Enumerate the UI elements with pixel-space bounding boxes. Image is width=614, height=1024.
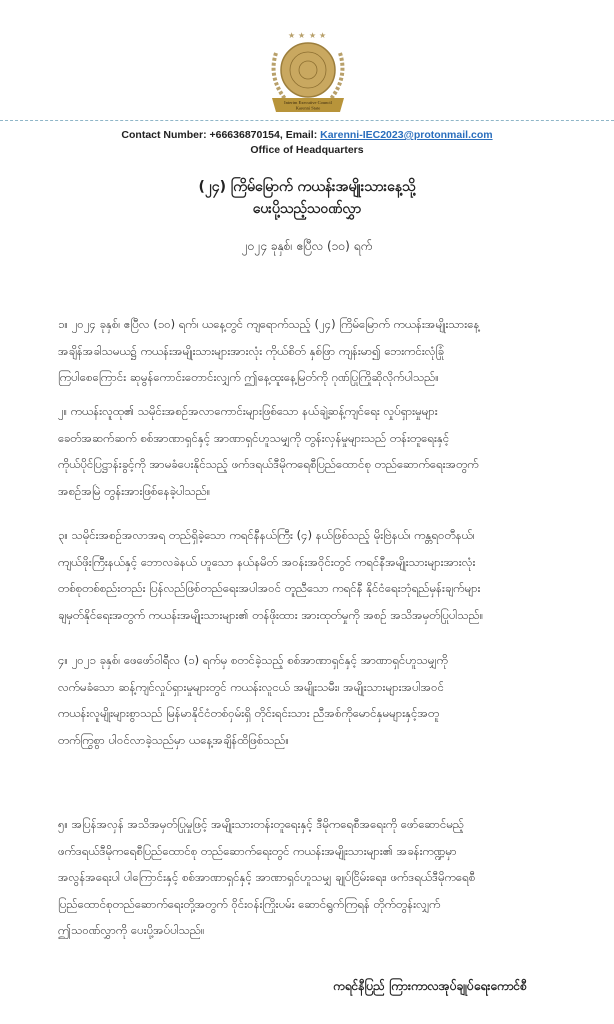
title-line-1: (၂၄) ကြိမ်မြောက် ကယန်းအမျိုးသားနေ့သို့ bbox=[198, 179, 416, 195]
text-line: ကိုယ်ပိုင်ပြဋ္ဌာန်းခွင့်ကို အာမခံပေးနိုင်သည့် ဖက်ဒရယ်ဒီမိုကရေစီပြည်ထောင်စု တည်ဆောက်ရေးအတွက် bbox=[58, 457, 479, 471]
council-logo bbox=[262, 28, 354, 118]
paragraph-4 bbox=[58, 647, 614, 753]
office-label: Office of Headquarters bbox=[250, 144, 364, 156]
text-line: တစ်စုတစ်စည်းတည်း ပြန်လည်ဖြစ်တည်ရေးအပါအဝင် တူညီသော ကရင်နီ နိုင်ငံရေးဘုံရည်မှန်းချက်များ bbox=[58, 581, 481, 595]
title-line-2: ပေးပို့သည့်သဝဏ်လွှာ bbox=[252, 201, 362, 217]
text-line: ကြပါစေကြောင်း ဆုမွန်ကောင်းတောင်းလျှက် ဤနေ့ထူးနေ့မြတ်ကို ဂုဏ်ပြုကြိုဆိုလိုက်ပါသည်။ bbox=[58, 370, 439, 384]
document-date: ၂၀၂၄ ခုနှစ်၊ ဧပြီလ (၁၀) ရက် bbox=[241, 239, 373, 253]
text-line: ချမှတ်နိုင်ရေးအတွက် ကယန်းအမျိုးသားများ၏ တန်ဖိုးထား အားထုတ်မှုကို အစဉ် အသိအမှတ်ပြုပါသည်။ bbox=[58, 607, 484, 622]
text-line: အလွန်အရေးပါ ပါကြောင်းနှင့် စစ်အာဏာရှင်နှင့် အာဏာရှင်ဟူသမျှ ချုပ်ငြိမ်းရေး၊ ဖက်ဒရယ်ဒီမိုကရေစီ bbox=[58, 870, 476, 884]
svg-text:★: ★ bbox=[319, 31, 327, 40]
text-line: ကျယ်ဖိုးကြီးနယ်နှင့် ဘောလခဲနယ် ဟူသော နယ်နမိတ် အဝန်းအဝိုင်းတွင် ကရင်နီအမျိုးသားများအားလုံး bbox=[58, 554, 476, 569]
paragraph-2 bbox=[58, 398, 614, 504]
svg-text:★: ★ bbox=[288, 31, 296, 40]
svg-text:★: ★ bbox=[298, 31, 306, 40]
text-line: ၁။ ၂၀၂၄ ခုနှစ်၊ ဧပြီလ (၁၀) ရက်၊ ယနေ့တွင် ကျရောက်သည့် (၂၄) ကြိမ်မြောက် ကယန်းအမျိုးသားနေ့ bbox=[58, 317, 480, 331]
email-link[interactable]: Karenni-IEC2023@protonmail.com bbox=[320, 129, 493, 141]
text-line: ဖက်ဒရယ်ဒီမိုကရေစီပြည်ထောင်စု တည်ဆောက်ရေးတွင် ကယန်းအမျိုးသားများ၏ အခန်းကဏ္ဍမှာ bbox=[58, 843, 457, 858]
text-line: အချိန်အခါသမယ၌ ကယန်းအမျိုးသားများအားလုံး ကိုယ်စိတ် နှစ်ဖြာ ကျန်းမာ၍ ဘေးကင်းလုံခြုံ bbox=[58, 343, 444, 358]
text-line: ၅။ အပြန်အလှန် အသိအမှတ်ပြုမှုဖြင့် အမျိုးသားတန်းတူရေးနှင့် ဒီမိုကရေစီအရေးကို ဖော်ဆောင်မည့် bbox=[58, 817, 465, 831]
text-line: တက်ကြွစွာ ပါဝင်လာခဲ့သည်မှာ ယနေ့အချိန်ထိဖြစ်သည်။ bbox=[58, 732, 289, 747]
text-line: ၃။ သမိုင်းအစဉ်အလာအရ တည်ရှိခဲ့သော ကရင်နီနယ်ကြီး (၄) နယ်ဖြစ်သည့် မိုးဗြဲနယ်၊ ကန္တရဝတီနယ်၊ bbox=[58, 528, 475, 542]
contact-line bbox=[0, 129, 614, 141]
svg-text:Interim Executive Council: Interim Executive Council bbox=[284, 100, 332, 105]
text-line: ၂။ ကယန်းလူထု၏ သမိုင်းအစဉ်အလာကောင်းများဖြစ်သော နယ်ချဲ့ဆန့်ကျင်ရေး လှုပ်ရှားမှုများ bbox=[58, 404, 438, 418]
text-line: လက်မခံသော ဆန့်ကျင်လှုပ်ရှားမှုများတွင် ကယန်းလူငယ် အမျိုးသမီး၊ အမျိုးသားများအပါအဝင် bbox=[58, 679, 445, 694]
paragraph-5 bbox=[58, 811, 614, 944]
svg-text:★: ★ bbox=[309, 31, 317, 40]
text-line: ခေတ်အဆက်ဆက် စစ်အာဏာရှင်နှင့် အာဏာရှင်ဟူသမျှကို တွန်းလှန်မှုများသည် တန်းတူရေးနှင့် bbox=[58, 430, 450, 445]
text-line: ကယန်းလူမျိုးများစွာသည် မြန်မာနိုင်ငံတစ်ဝှမ်းရှိ တိုင်းရင်းသား ညီအစ်ကိုမောင်နှမများနှင့်အတူ bbox=[58, 706, 440, 720]
text-line: ပြည်ထောင်စုတည်ဆောက်ရေးတို့အတွက် ဝိုင်းဝန်းကြိုးပမ်း ဆောင်ရွက်ကြရန် တိုက်တွန်းလျှက် bbox=[58, 896, 441, 911]
paragraph-1 bbox=[58, 311, 614, 391]
contact-label: Contact Number: +66636870154, Email: bbox=[121, 129, 321, 141]
paragraph-3 bbox=[58, 522, 614, 628]
text-line: ဤသဝဏ်လွှာကို ပေးပို့အပ်ပါသည်။ bbox=[58, 923, 205, 937]
document-title bbox=[0, 176, 614, 220]
text-line: အစဉ်အမြဲ တွန်းအားဖြစ်နေခဲ့ပါသည်။ bbox=[58, 483, 211, 498]
svg-text:Karenni State: Karenni State bbox=[295, 105, 321, 111]
text-line: ၄။ ၂၀၂၁ ခုနှစ်၊ ဖေဖော်ဝါရီလ (၁) ရက်မှ စတင်ခဲ့သည့် စစ်အာဏာရှင်နှင့် အာဏာရှင်ဟူသမျှကို bbox=[58, 653, 448, 667]
header-divider bbox=[0, 120, 614, 121]
signature: ကရင်နီပြည် ကြားကာလအုပ်ချုပ်ရေးကောင်စီ bbox=[333, 979, 527, 993]
